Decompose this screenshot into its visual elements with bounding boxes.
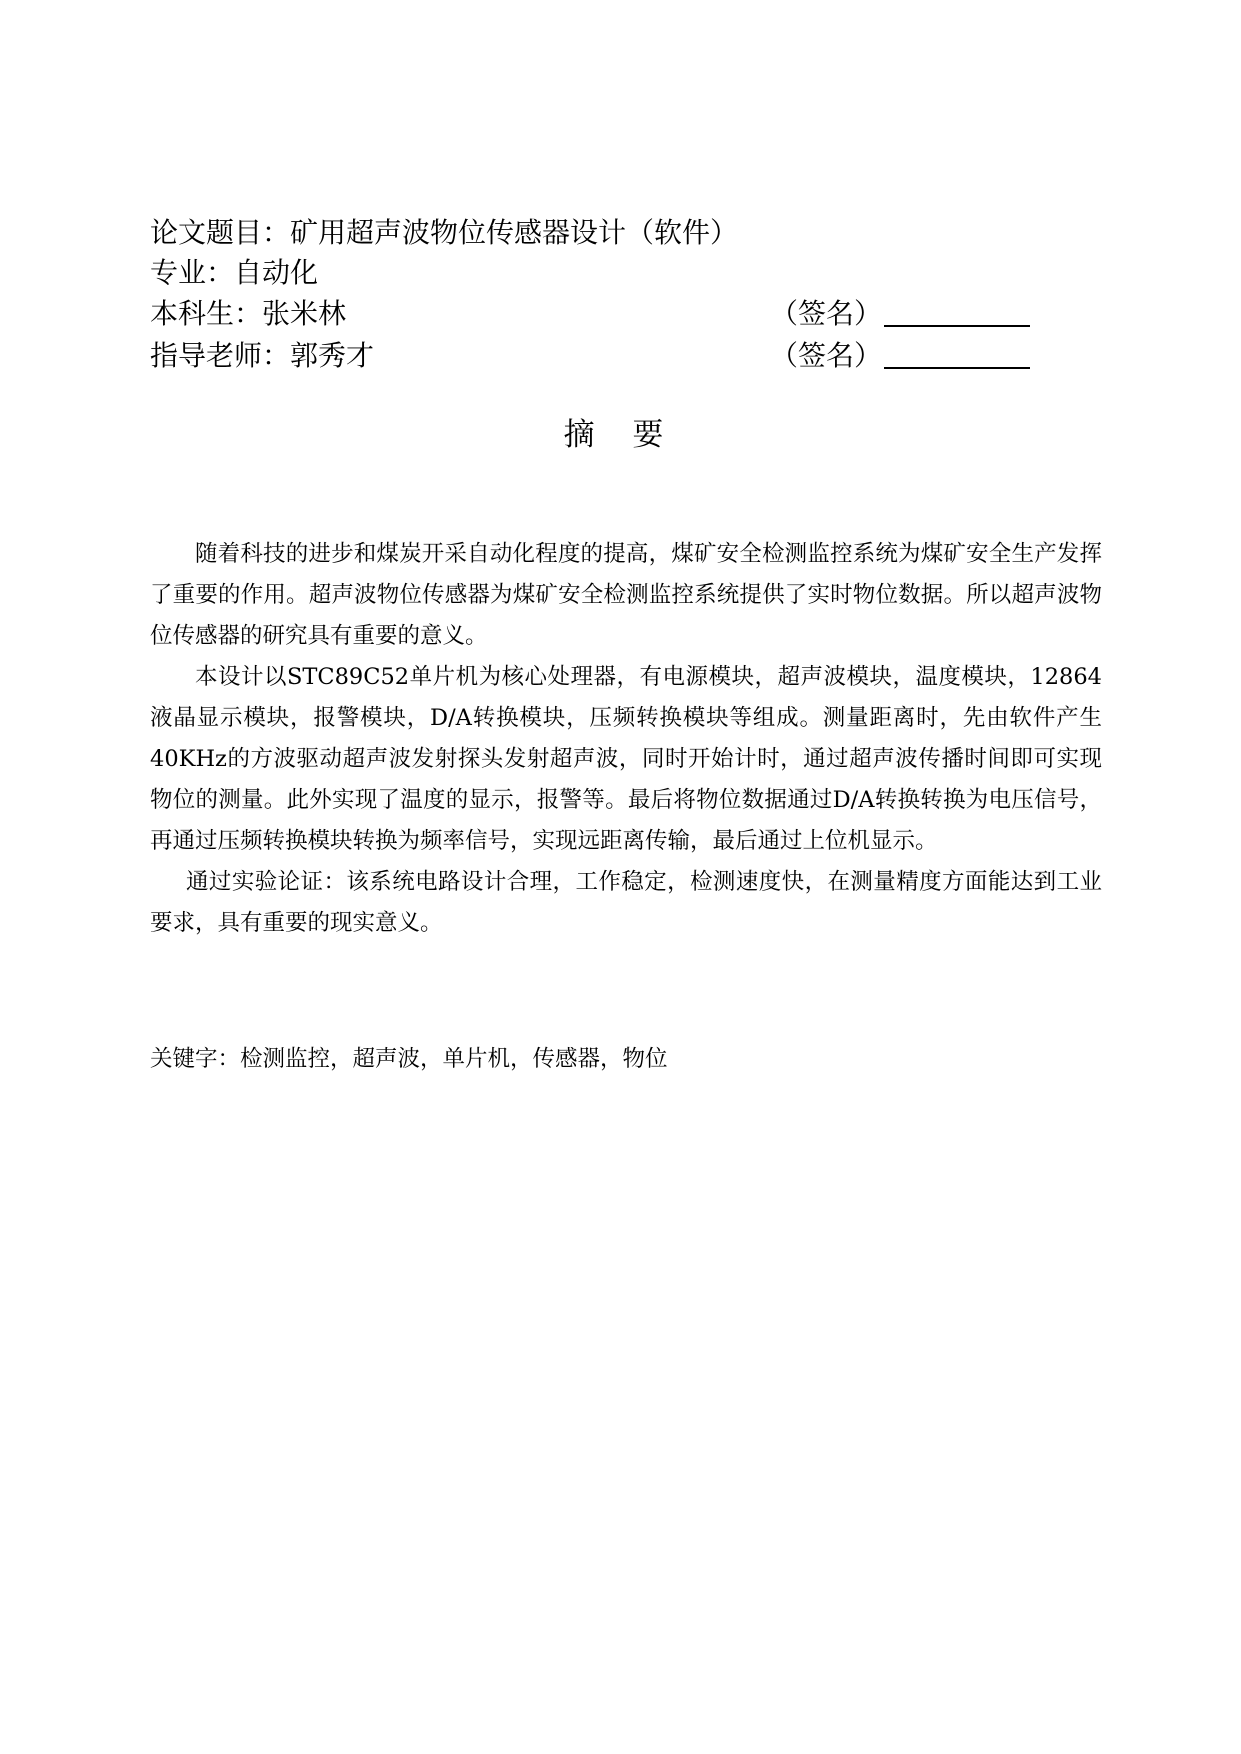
thesis-title-line	[150, 216, 738, 250]
major-label: 专业：	[150, 256, 235, 289]
abstract-paragraph-2: 本设计以STC89C52单片机为核心处理器，有电源模块，超声波模块，温度模块，12864液晶显示模块，报警模块，D/A转换模块，压频转换模块等组成。测量距离时，先由软件产生40KHz的方波驱动超声波发射探头发射超声波，同时开始计时，通过超声波传播时间即可实现物位的测量。此外实现了温度的显示，报警等。最后将物位数据通过D/A转换转换为电压信号，再通过压频转换模块转换为频率信号，实现远距离传输，最后通过上位机显示。	[150, 664, 1102, 854]
keywords-label: 关键字：	[150, 1046, 241, 1072]
keywords-line	[150, 1044, 668, 1074]
student-line	[150, 297, 346, 331]
abstract-body	[150, 534, 1102, 944]
advisor-value: 郭秀才	[290, 339, 375, 372]
major-line	[150, 256, 318, 290]
advisor-label: 指导老师：	[150, 339, 291, 372]
student-value: 张米林	[262, 297, 347, 330]
student-label: 本科生：	[150, 297, 263, 330]
advisor-signature	[770, 339, 1030, 373]
student-signature-line	[884, 297, 1030, 327]
thesis-title-label: 论文题目：	[150, 216, 291, 249]
abstract-paragraph-3: 通过实验论证：该系统电路设计合理，工作稳定，检测速度快，在测量精度方面能达到工业要求，具有重要的现实意义。	[150, 869, 1102, 936]
student-signature	[770, 297, 1030, 331]
advisor-line	[150, 339, 374, 373]
thesis-title-value: 矿用超声波物位传感器设计（软件）	[290, 216, 739, 249]
abstract-heading: 摘 要	[563, 417, 678, 453]
keywords-value: 检测监控，超声波，单片机，传感器，物位	[240, 1046, 668, 1072]
major-value: 自动化	[234, 256, 319, 289]
advisor-signature-line	[884, 339, 1030, 369]
advisor-signature-label: （签名）	[770, 339, 883, 372]
student-signature-label: （签名）	[770, 297, 883, 330]
abstract-paragraph-1: 随着科技的进步和煤炭开采自动化程度的提高，煤矿安全检测监控系统为煤矿安全生产发挥了重要的作用。超声波物位传感器为煤矿安全检测监控系统提供了实时物位数据。所以超声波物位传感器的研究具有重要的意义。	[150, 541, 1102, 649]
